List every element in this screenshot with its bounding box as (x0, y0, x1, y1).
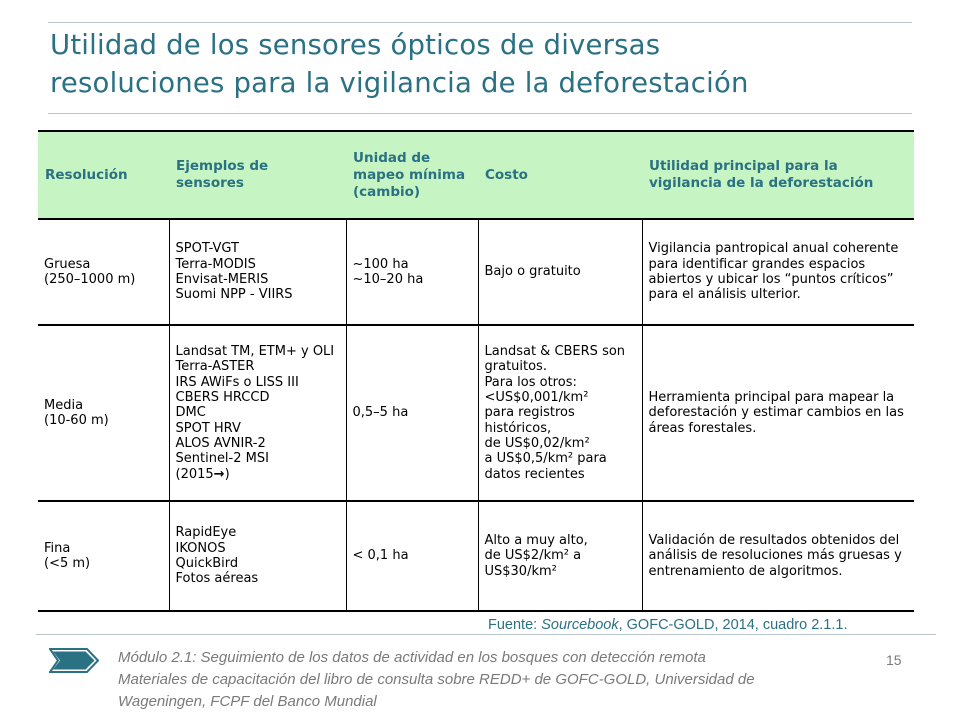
cell-resolution: Fina (<5 m) (38, 501, 169, 611)
header-sensors: Ejemplos de sensores (169, 131, 346, 219)
table-row (38, 325, 914, 501)
slide-title (50, 26, 910, 102)
cell-cost: Landsat & CBERS son gratuitos. Para los otros: <US$0,001/km² para registros históricos, de US$0,02/km² a US$0,5/km² para datos recientes (478, 325, 642, 501)
cell-sensors: RapidEye IKONOS QuickBird Fotos aéreas (169, 501, 346, 611)
cell-sensors: SPOT-VGT Terra-MODIS Envisat-MERIS Suomi NPP - VIIRS (169, 219, 346, 325)
cell-sensors: Landsat TM, ETM+ y OLI Terra-ASTER IRS AWiFs o LISS III CBERS HRCCD DMC SPOT HRV ALOS AVNIR-2 Sentinel-2 MSI (2015→) (169, 325, 346, 501)
cell-mmu: 0,5–5 ha (346, 325, 478, 501)
cell-use: Validación de resultados obtenidos del análisis de resoluciones más gruesas y entrenamiento de algoritmos. (642, 501, 914, 611)
cell-use: Herramienta principal para mapear la deforestación y estimar cambios en las áreas forestales. (642, 325, 914, 501)
header-resolution: Resolución (38, 131, 169, 219)
chevron-icon (49, 648, 99, 673)
top-rule (48, 22, 912, 23)
sensor-table (38, 130, 914, 612)
cell-mmu: ~100 ha ~10–20 ha (346, 219, 478, 325)
cell-resolution: Gruesa (250–1000 m) (38, 219, 169, 325)
table-header-row (38, 131, 914, 219)
footer-rule (36, 634, 936, 635)
table-row (38, 501, 914, 611)
cell-cost: Bajo o gratuito (478, 219, 642, 325)
header-cost: Costo (478, 131, 642, 219)
title-line-1: Utilidad de los sensores ópticos de diversas (50, 29, 661, 61)
source-citation: Fuente: Sourcebook, GOFC-GOLD, 2014, cuadro 2.1.1. (488, 617, 848, 633)
footer-text: Módulo 2.1: Seguimiento de los datos de actividad en los bosques con detección remota Materiales de capacitación del libro de consulta sobre REDD+ de GOFC-GOLD, Universidad de Wageningen, FCPF del Banco Mundial (118, 649, 755, 710)
cell-mmu: < 0,1 ha (346, 501, 478, 611)
title-underline (48, 113, 912, 114)
title-line-2: resoluciones para la vigilancia de la deforestación (50, 67, 749, 99)
page-number: 15 (886, 652, 902, 668)
arrow-right-icon: → (213, 466, 225, 482)
header-mmu: Unidad de mapeo mínima (cambio) (346, 131, 478, 219)
header-use: Utilidad principal para la vigilancia de la deforestación (642, 131, 914, 219)
cell-cost: Alto a muy alto, de US$2/km² a US$30/km² (478, 501, 642, 611)
table-row (38, 219, 914, 325)
cell-resolution: Media (10-60 m) (38, 325, 169, 501)
cell-use: Vigilancia pantropical anual coherente para identificar grandes espacios abiertos y ubicar los “puntos críticos” para el análisis ulterior. (642, 219, 914, 325)
